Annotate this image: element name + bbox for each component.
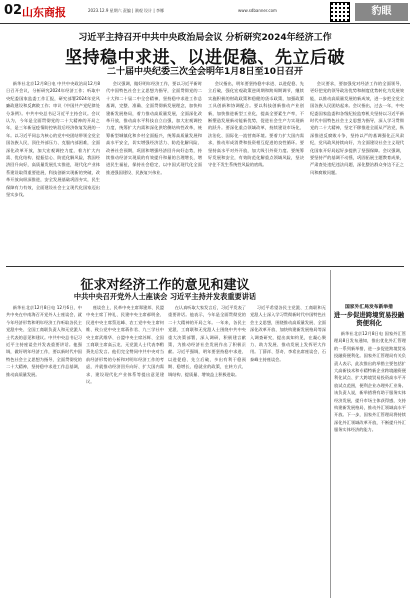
- side-story-title: 进一步促进跨境贸易投融资便利化: [333, 311, 405, 327]
- page-number: 02: [4, 3, 23, 18]
- brand-badge: 豹眼: [355, 3, 408, 21]
- story1-column-4: 会议要求，要加强党对经济工作的全面领导，更好把党的领导政治优势和制度优势转化为发展效能，以推动高质量发展的新成效，进一步把全党全国各族人民团结起来。会议指出，过去一年，中央纪委国家监委和各级纪检监察机关坚持以习近平新时代中国特色社会主义思想为指导，深入学习贯彻党的二十大精神，坚定不移推进全面从严治党，纵深推进反腐败斗争，坚持以严的基调强化正风肃纪，党风政风持续向好，为全面建设社会主义现代化国家开好局起好步提供了坚强保障。会议强调，要坚持严的基调不动摇，巩固拓展主题教育成果，严肃查处违纪违法问题，深化整治群众身边不正之风和腐败问题。: [310, 81, 404, 175]
- story1-title: 坚持稳中求进、以进促稳、先立后破: [65, 48, 345, 68]
- story2-column-3: 在认真听取大家发言后，习近平发表了重要讲话。他表示，今年是全面贯彻党的二十大精神的开局之年。一年来，各民主党派、工商联和无党派人士围绕中共中央重大决策部署，深入调研，积极建言献策，为推动经济社会发展作出了积极贡献。习近平强调，明年要坚持稳中求进、以进促稳、先立后破，多出有利于稳预期、稳增长、稳就业的政策，在转方式、调结构、提质量、增效益上积极进取。: [168, 305, 246, 377]
- column-rule: [330, 270, 331, 598]
- story2-column-1: 新华社北京12月8日电 12月6日，中共中央在中南海召开党外人士座谈会，就今年经济形势和明年经济工作听取各民主党派中央、全国工商联负责人和无党派人士代表的意见和建议。中共中央总书记习近平主持座谈会并发表重要讲话。他强调，做好明年经济工作，要以新时代中国特色社会主义思想为指导，全面贯彻党的二十大精神，坚持稳中求进工作总基调，推动高质量发展。: [6, 305, 82, 377]
- story2-column-4: 习近平希望各民主党派、工商联和无党派人士深入学习贯彻新时代中国特色社会主义思想，围绕推动高质量发展、全面深化改革开放、加快构建新发展格局等深入调查研究，提出真知灼见，在凝心聚力、助力发展、推动发展上发挥更大作用。丁薛祥、蔡奇、李希出席座谈会，石泰峰主持座谈会。: [250, 305, 326, 362]
- story2-title: 征求对经济工作的意见和建议: [80, 278, 250, 293]
- header-url: www.sdbanner.com: [238, 8, 277, 13]
- qr-code-icon: [330, 2, 350, 22]
- story1-pre-title: 习近平主持召开中共中央政治局会议 分析研究2024年经济工作: [78, 33, 332, 43]
- story1-column-2: 会议强调，做好明年经济工作，要以习近平新时代中国特色社会主义思想为指导，全面贯彻党的二十大和二十届二中全会精神，坚持稳中求进工作总基调，完整、准确、全面贯彻新发展理念，加快构建新发展格局，着力推动高质量发展，全面深化改革开放，推动高水平科技自立自强，加大宏观调控力度，统筹扩大内需和深化供给侧结构性改革，统筹新型城镇化和乡村全面振兴，统筹高质量发展和高水平安全，切实增强经济活力、防范化解风险、改善社会预期，巩固和增强经济回升向好态势，持续推动经济实现质的有效提升和量的合理增长，增进民生福祉，保持社会稳定，以中国式现代化全面推进强国建设、民族复兴伟业。: [106, 81, 202, 175]
- story2-sub-title: 中共中央召开党外人士座谈会 习近平主持并发表重要讲话: [73, 292, 257, 301]
- section-divider: [6, 266, 404, 267]
- story1-column-3: 会议指出，明年要坚持稳中求进、以进促稳、先立后破，强化宏观政策逆周期和跨周期调节，继续实施积极的财政政策和稳健的货币政策，加强政策工具创新和协调配合。要以科技创新推动产业创新，加快推进新型工业化，提高全要素生产率，不断塑造发展新动能新优势，促进社会生产力实现新的跃升。要深化重点领域改革，持续建设市场化、法治化、国际化一流营商环境。要着力扩大国内需求，推动形成消费和投资相互促进的良性循环。要坚持高水平对外开放，加大吸引外资力度。要统筹好发展和安全，有效防范化解重点领域风险，坚决守住不发生系统性风险的底线。: [208, 81, 304, 168]
- side-story-pre-title: 国家外汇局发布新举措: [345, 305, 393, 310]
- story2-column-2: 座谈会上，民革中央主席郑建邦、民盟中央主席丁仲礼、民建中央主席郝明金、民进中央主席蔡达峰、农工党中央主席何维、致公党中央主席蒋作君、九三学社中央主席武维华、台盟中央主席苏辉、全国工商联主席高云龙、无党派人士代表李稻葵先后发言。他们完全赞同中共中央对当前经济形势的分析和对明年经济工作的考虑，并就推动经济回升向好、扩大国内需求、建设现代化产业体系等提出意见建议。: [86, 305, 164, 385]
- story1-column-1: 新华社北京12月8日电 中共中央政治局12月8日召开会议，分析研究2024年经济工作；听取中央纪委国家监委工作汇报，研究部署2024年党风廉政建设和反腐败工作；审议《中国共产党纪律处分条例》。中共中央总书记习近平主持会议。会议认为，今年是全面贯彻党的二十大精神的开局之年，是三年新冠疫情防控转段后经济恢复发展的一年。以习近平同志为核心的党中央团结带领全党全国各族人民，顶住外部压力、克服内部困难，全面深化改革开放，加大宏观调控力度，着力扩大内需、优化结构、提振信心、防范化解风险，我国经济回升向好，高质量发展扎实推进，现代化产业体系建设取得重要进展，科技创新实现新的突破，改革开放向纵深推进，安全发展基础巩固夯实，民生保障有力有效，全面建设社会主义现代化国家迈出坚实步伐。: [6, 81, 100, 198]
- side-story-body: 新华社北京12月8日电 国家外汇管理局8日发布通知，推出优化外汇管理的一系列新举措，进一步促进跨境贸易投融资便利化。国家外汇管理局有关负责人表示，此次推出的举措主要包括扩大高新技术和专精特新企业跨境融资便利化试点、扩大跨境贸易投资高水平开放试点范围，便利企业办理外汇业务。该负责人说，新举措将有助于服务实体经济发展，提升市场主体获得感，支持构建新发展格局，推动外汇领域高水平开放。下一步，国家外汇管理局将持续深化外汇领域改革开放，不断提升外汇服务实体经济的能力。: [334, 331, 406, 433]
- paper-name: 山东商报: [22, 6, 66, 19]
- header-info: 2023.12.9 星期六 责编 | 满观 设计 | 李娜: [88, 8, 164, 13]
- story1-sub-title: 二十届中央纪委三次全会明年1月8日至10日召开: [106, 67, 304, 77]
